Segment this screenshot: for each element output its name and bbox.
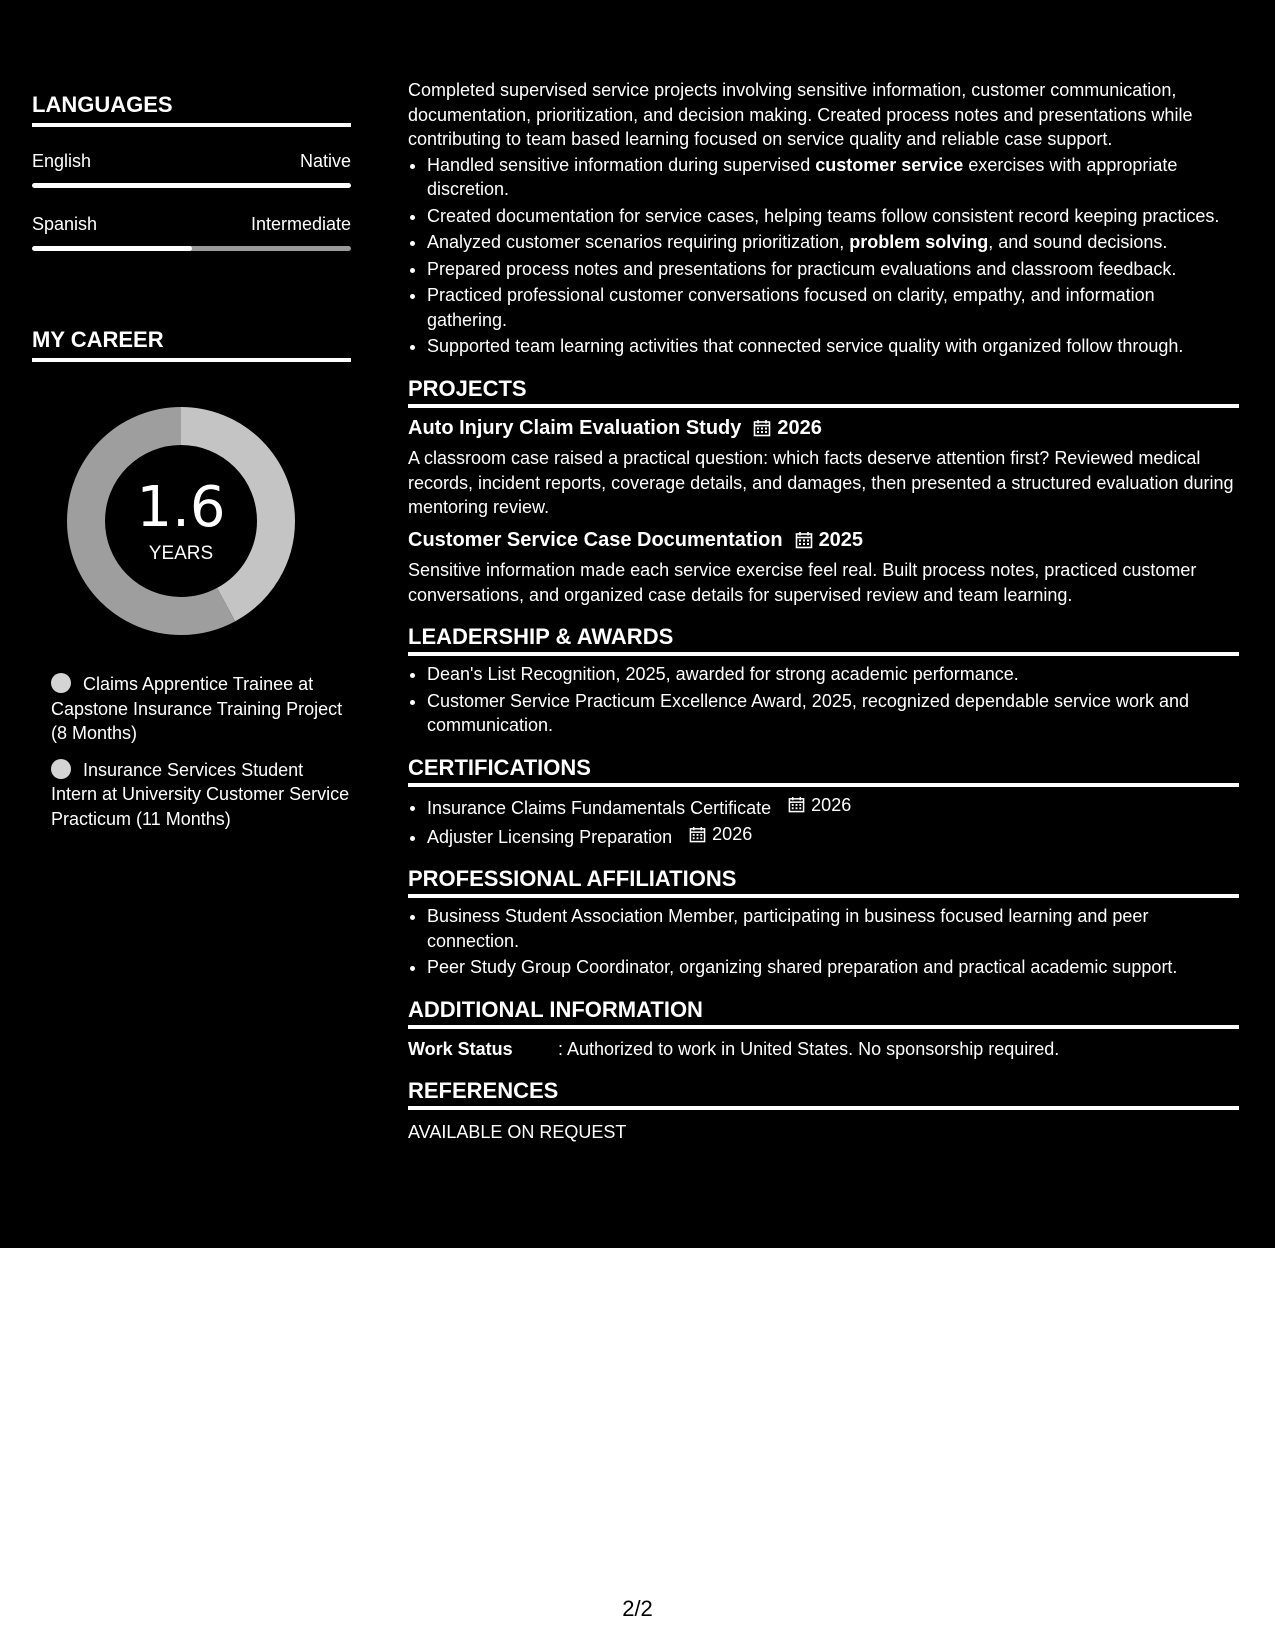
affiliation-item: • Peer Study Group Coordinator, organizing shared preparation and practical academic support. [427,955,1239,980]
language-item [32,151,351,188]
certification-year: 2026 [811,794,852,815]
calendar-icon [788,796,805,813]
language-name: English [32,151,92,171]
language-proficiency-fill [32,183,351,188]
right-column [408,78,1239,1145]
calendar-icon [753,419,771,437]
bullet-text: Created documentation for service cases, helping teams follow consistent record keeping practices. [427,205,1220,226]
language-level: Native [299,151,351,171]
bullet-bold: customer service [815,154,964,175]
experience-bullet [427,334,1239,359]
language-proficiency-bar [32,246,351,251]
project-year: 2026 [777,416,822,439]
language-proficiency-fill [32,246,192,251]
calendar-icon [795,531,813,549]
work-status-row [408,1037,1239,1062]
project-item [408,528,1239,608]
left-column [32,92,351,843]
project-item [408,416,1239,520]
language-item [32,214,351,251]
experience-bullet [427,153,1239,202]
experience-bullets [408,153,1239,359]
circle-dot-icon [51,759,71,779]
certification-name: Adjuster Licensing Preparation [427,826,673,847]
references-heading: REFERENCES [408,1077,1239,1110]
affiliations-list [408,904,1239,980]
bullet-text: Handled sensitive information during supervised [427,154,816,175]
certification-item [427,822,1239,849]
certifications-list [408,793,1239,850]
certifications-heading: CERTIFICATIONS [408,754,1239,787]
project-description: A classroom case raised a practical question: which facts deserve attention first? Reviewed medical records, incident reports, coverage details, and damages, then presented a structured evaluation during mentoring review. [408,448,1234,517]
project-description: Sensitive information made each service exercise feel real. Built process notes, practiced customer conversations, and organized case details for supervised review and team learning. [408,560,1197,605]
calendar-icon [689,826,706,843]
references-text: AVAILABLE ON REQUEST [408,1122,627,1142]
project-title: Auto Injury Claim Evaluation Study [408,416,742,439]
career-item [51,672,351,746]
project-year: 2025 [818,528,864,551]
work-status-value: : Authorized to work in United States. No sponsorship required. [558,1038,1060,1059]
bullet-bold: problem solving [849,232,989,252]
career-list [51,672,351,831]
leadership-list [408,662,1239,738]
bullet-text: Analyzed customer scenarios requiring prioritization, [427,232,850,252]
certification-item [427,793,1239,820]
circle-dot-icon [51,673,71,693]
projects-heading: PROJECTS [408,375,1239,408]
bullet-text: exercises with appropriate discretion. [427,154,1178,199]
career-total-unit: YEARS [148,543,214,564]
career-donut-chart [66,406,296,636]
additional-info-heading: ADDITIONAL INFORMATION [408,996,1239,1029]
career-item-text: Claims Apprentice Trainee at Capstone Insurance Training Project (8 Months) [51,674,343,743]
project-title: Customer Service Case Documentation [408,528,783,551]
bullet-text: Supported team learning activities that connected service quality with organized follow through. [427,336,1184,356]
affiliation-item: • Business Student Association Member, participating in business focused learning and peer connection. [427,904,1239,953]
leadership-item: • Dean's List Recognition, 2025, awarded for strong academic performance. [427,662,1239,687]
certification-year: 2026 [712,823,753,844]
leadership-item: • Customer Service Practicum Excellence Award, 2025, recognized dependable service work and communication. [427,689,1239,738]
affiliations-heading: PROFESSIONAL AFFILIATIONS [408,865,1239,898]
language-proficiency-bar [32,183,351,188]
leadership-heading: LEADERSHIP & AWARDS [408,623,1239,656]
career-item [51,758,351,832]
career-heading: MY CAREER [32,327,351,362]
experience-bullet [427,230,1239,255]
language-level: Intermediate [250,214,351,234]
certification-name: Insurance Claims Fundamentals Certificate [427,797,772,818]
bullet-text: , and sound decisions. [988,232,1168,252]
languages-heading: LANGUAGES [32,92,351,127]
experience-intro: Completed supervised service projects involving sensitive information, customer communication, documentation, prioritization, and decision making. Created process notes and presentations while contributing to team based learning focused on service quality and reliable case support. [408,80,1193,149]
bullet-text: Prepared process notes and presentations for practicum evaluations and classroom feedback. [427,258,1177,279]
career-item-text: Insurance Services Student Intern at University Customer Service Practicum (11 Months) [51,759,350,829]
experience-bullet [427,204,1239,229]
work-status-label: Work Status [408,1038,513,1059]
language-name: Spanish [32,214,98,234]
bullet-text: Practiced professional customer conversations focused on clarity, empathy, and information gathering. [427,285,1155,330]
career-total-value: 1.6 [136,475,226,540]
experience-bullet [427,257,1239,282]
page-number: 2/2 [622,1596,653,1621]
experience-bullet [427,283,1239,332]
